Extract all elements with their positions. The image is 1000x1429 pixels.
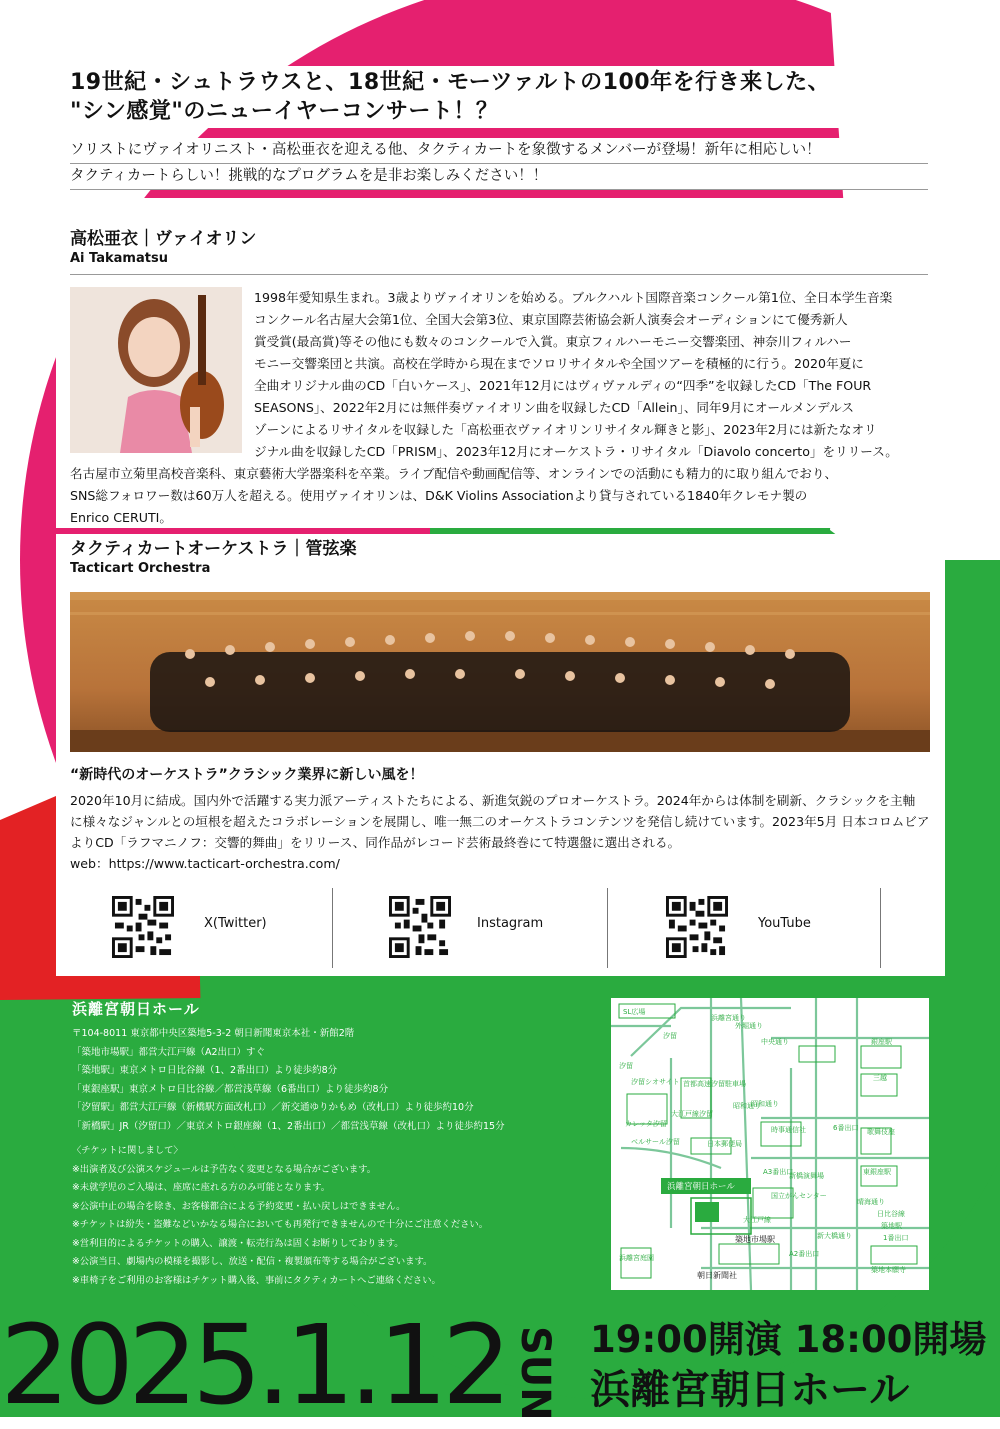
map-label: 銀座駅	[871, 1038, 892, 1046]
headline-line-2: "シン感覚"のニューイヤーコンサート！？	[70, 99, 499, 124]
intro-text	[64, 138, 946, 190]
orchestra-title: タクティカートオーケストラ｜管弦楽	[70, 539, 357, 559]
note-line: ※出演者及び公演スケジュールは予告なく変更となる場合がございます。	[72, 1163, 376, 1175]
map-label: 朝日新聞社	[697, 1271, 737, 1280]
map-label: 浜離宮通り	[711, 1014, 746, 1022]
access-map	[611, 998, 929, 1290]
map-label: 大江戸線汐留	[671, 1110, 713, 1118]
orchestra-desc-line: に様々なジャンルとの垣根を超えたコラボレーションを展開し、唯一無二のオーケストラコンテンツを発信し続けています。2023年5月 日本コロムビア	[70, 814, 930, 829]
bio-line: ジナル曲を収録したCD「PRISM」、2023年12月にオーケストラ・リサイタル「Diavolo concerto」をリリース。	[254, 444, 898, 459]
note-line: ※公演中止の場合を除き、お客様都合による予約変更・払い戻しはできません。	[72, 1200, 406, 1212]
map-label: 時事通信社	[771, 1126, 806, 1134]
map-label: A2番出口	[789, 1250, 820, 1258]
map-label: 新橋演舞場	[789, 1172, 824, 1180]
note-line: ※未就学児のご入場は、座席に座れる方のみ可能となります。	[72, 1182, 331, 1193]
venue-line: 「東銀座駅」東京メトロ日比谷線／都営浅草線（6番出口）より徒歩約8分	[72, 1083, 389, 1095]
social-link-youtube[interactable]	[608, 880, 880, 976]
map-label: 築地市場駅	[735, 1235, 775, 1244]
map-label: 6番出口	[833, 1124, 859, 1132]
map-label: 汐留シオサイト	[631, 1078, 680, 1086]
venue-line: 「新橋駅」JR（汐留口）／東京メトロ銀座線（1、2番出口）／都営浅草線（改札口）より徒歩約15分	[72, 1120, 505, 1132]
bio-line: 賞受賞(最高賞)等その他にも数々のコンクールで入賞。東京フィルハーモニー交響楽団、神奈川フィルハー	[254, 334, 852, 349]
orchestra-heading	[70, 538, 356, 578]
intro-line-1: ソリストにヴァイオリニスト・高松亜衣を迎える他、タクティカートを象徴するメンバーが登場！新年に相応しい！	[70, 138, 928, 164]
qr-code-icon	[112, 896, 174, 958]
map-label: 1番出口	[883, 1234, 909, 1242]
orchestra-subtitle: Tacticart Orchestra	[70, 561, 211, 576]
map-label: 晴海通り	[857, 1198, 885, 1206]
headline	[64, 66, 956, 128]
bio-line: Enrico CERUTI。	[70, 510, 172, 525]
map-label: SL広場	[623, 1008, 646, 1016]
note-line: ※車椅子をご利用のお客様はチケット購入後、事前にタクティカートへご連絡ください。	[72, 1274, 441, 1286]
qr-code-icon	[666, 896, 728, 958]
event-date: 2025.1.12	[0, 1301, 506, 1429]
map-label: 日比谷線	[877, 1210, 905, 1218]
note-line: ※営利目的によるチケットの購入、譲渡・転売行為は固くお断りしております。	[72, 1237, 404, 1249]
orchestra-desc-line: 2020年10月に結成。国内外で活躍する実力派アーティストたちによる、新進気鋭のプロオーケストラ。2024年からは体制を刷新、クラシックを主軸	[70, 793, 916, 808]
map-label: 浜離宮庭園	[619, 1254, 654, 1262]
map-label: 国立がんセンター	[771, 1192, 827, 1200]
orchestra-photo	[70, 592, 930, 752]
map-label: 築地本願寺	[871, 1266, 906, 1274]
venue-line: 「築地市場駅」都営大江戸線（A2出口）すぐ	[72, 1046, 266, 1058]
map-label: 日本郵便局	[707, 1140, 742, 1148]
map-label: 三越	[873, 1074, 887, 1082]
map-label: 昭和通り	[751, 1100, 779, 1108]
bio-line: 全曲オリジナル曲のCD「白いケース」、2021年12月にはヴィヴァルディの“四季”を収録したCD「The FOUR	[254, 378, 872, 393]
note-line: ※チケットは紛失・盗難などいかなる場合においても再発行できませんので十分にご注意ください。	[72, 1219, 489, 1230]
venue-line: 〒104-8011 東京都中央区築地5-3-2 朝日新聞東京本社・新館2階	[72, 1028, 355, 1039]
map-label: ベルサール汐留	[631, 1138, 680, 1146]
bio-line: ゾーンによるリサイタルを収録した「高松亜衣ヴァイオリンリサイタル輝きと影」、2023年2月には新たなオリ	[254, 422, 877, 437]
headline-line-1: 19世紀・シュトラウスと、18世紀・モーツァルトの100年を行き来した、	[70, 70, 831, 95]
map-label: 昭和通り	[733, 1102, 761, 1110]
soloist-heading	[70, 228, 256, 268]
soloist-subtitle: Ai Takamatsu	[70, 251, 168, 266]
note-line: ※公演当日、劇場内の模様を撮影し、放送・配信・複製頒布等する場合がございます。	[72, 1256, 433, 1267]
map-label: A3番出口	[763, 1168, 794, 1176]
venue-name: 浜離宮朝日ホール	[72, 1000, 200, 1018]
social-links	[70, 880, 930, 976]
divider	[880, 888, 881, 968]
orchestra-tagline: “新時代のオーケストラ”クラシック業界に新しい風を！	[70, 767, 424, 783]
soloist-photo	[70, 287, 242, 453]
intro-line-2: タクティカートらしい！挑戦的なプログラムを是非お楽しみください！！	[70, 164, 928, 190]
map-label: 浜離宮朝日ホール	[667, 1182, 735, 1192]
map-label: 中央通り	[761, 1038, 789, 1046]
map-label: カレッタ汐留	[625, 1120, 667, 1128]
map-label: 築地駅	[881, 1222, 902, 1230]
social-label: X(Twitter)	[204, 916, 267, 931]
event-time: 19:00開演 18:00開場	[590, 1318, 987, 1361]
social-label: YouTube	[758, 916, 811, 931]
bio-line: 名古屋市立菊里高校音楽科、東京藝術大学器楽科を卒業。ライブ配信や動画配信等、オンラインでの活動にも精力的に取り組んでおり、	[70, 466, 838, 481]
bio-line: SNS総フォロワー数は60万人を超える。使用ヴァイオリンは、D&K Violins Associationより貸与されている1840年クレモナ製の	[70, 488, 808, 503]
social-label: Instagram	[477, 916, 544, 931]
bio-line: SEASONS」、2022年2月には無伴奏ヴァイオリン曲を収録したCD「Allein」、同年9月にオールメンデルス	[254, 400, 854, 415]
venue-line: 「汐留駅」都営大江戸線（新橋駅方面改札口）／新交通ゆりかもめ（改札口）より徒歩約10分	[72, 1102, 474, 1113]
map-label: 大江戸線	[743, 1216, 771, 1224]
event-weekday: SUN	[512, 1326, 558, 1421]
venue-info	[72, 998, 505, 1136]
venue-line: 「築地駅」東京メトロ日比谷線（1、2番出口）より徒歩約8分	[72, 1065, 338, 1076]
social-link-instagram[interactable]	[333, 880, 607, 976]
soloist-bio-continued	[70, 463, 932, 529]
orchestra-website-link[interactable]: web：https://www.tacticart-orchestra.com/	[70, 856, 340, 871]
soloist-divider	[70, 274, 928, 275]
social-link-x[interactable]	[70, 880, 332, 976]
orchestra-description	[70, 790, 930, 874]
bio-line: コンクール名古屋大会第1位、全国大会第3位、東京国際芸術協会新人演奏会オーディションにて優秀新人	[254, 312, 848, 327]
note-line: 〈チケットに関しまして〉	[72, 1145, 183, 1156]
map-label: 歌舞伎座	[867, 1128, 895, 1136]
orchestra-desc-line: よりCD「ラフマニノフ：交響的舞曲」をリリース、同作品がレコード芸術最終巻にて特選盤に選出される。	[70, 835, 681, 850]
event-hall: 浜離宮朝日ホール	[590, 1367, 910, 1413]
map-label: 外堀通り	[735, 1022, 763, 1030]
qr-code-icon	[389, 896, 451, 958]
map-label: 新大橋通り	[817, 1232, 852, 1240]
map-label: 汐留	[619, 1062, 633, 1070]
map-label: 汐留	[663, 1032, 677, 1040]
map-label: 東銀座駅	[863, 1168, 891, 1176]
bio-line: モニー交響楽団と共演。高校在学時から現在までソロリサイタルや全国ツアーを積極的に行う。2020年夏に	[254, 356, 864, 371]
ticket-notes	[72, 1142, 488, 1290]
soloist-bio	[254, 287, 932, 463]
soloist-title: 高松亜衣｜ヴァイオリン	[70, 229, 257, 249]
map-label: 首都高速汐留駐車場	[683, 1080, 746, 1088]
bio-line: 1998年愛知県生まれ。3歳よりヴァイオリンを始める。ブルクハルト国際音楽コンクール第1位、全日本学生音楽	[254, 290, 893, 305]
